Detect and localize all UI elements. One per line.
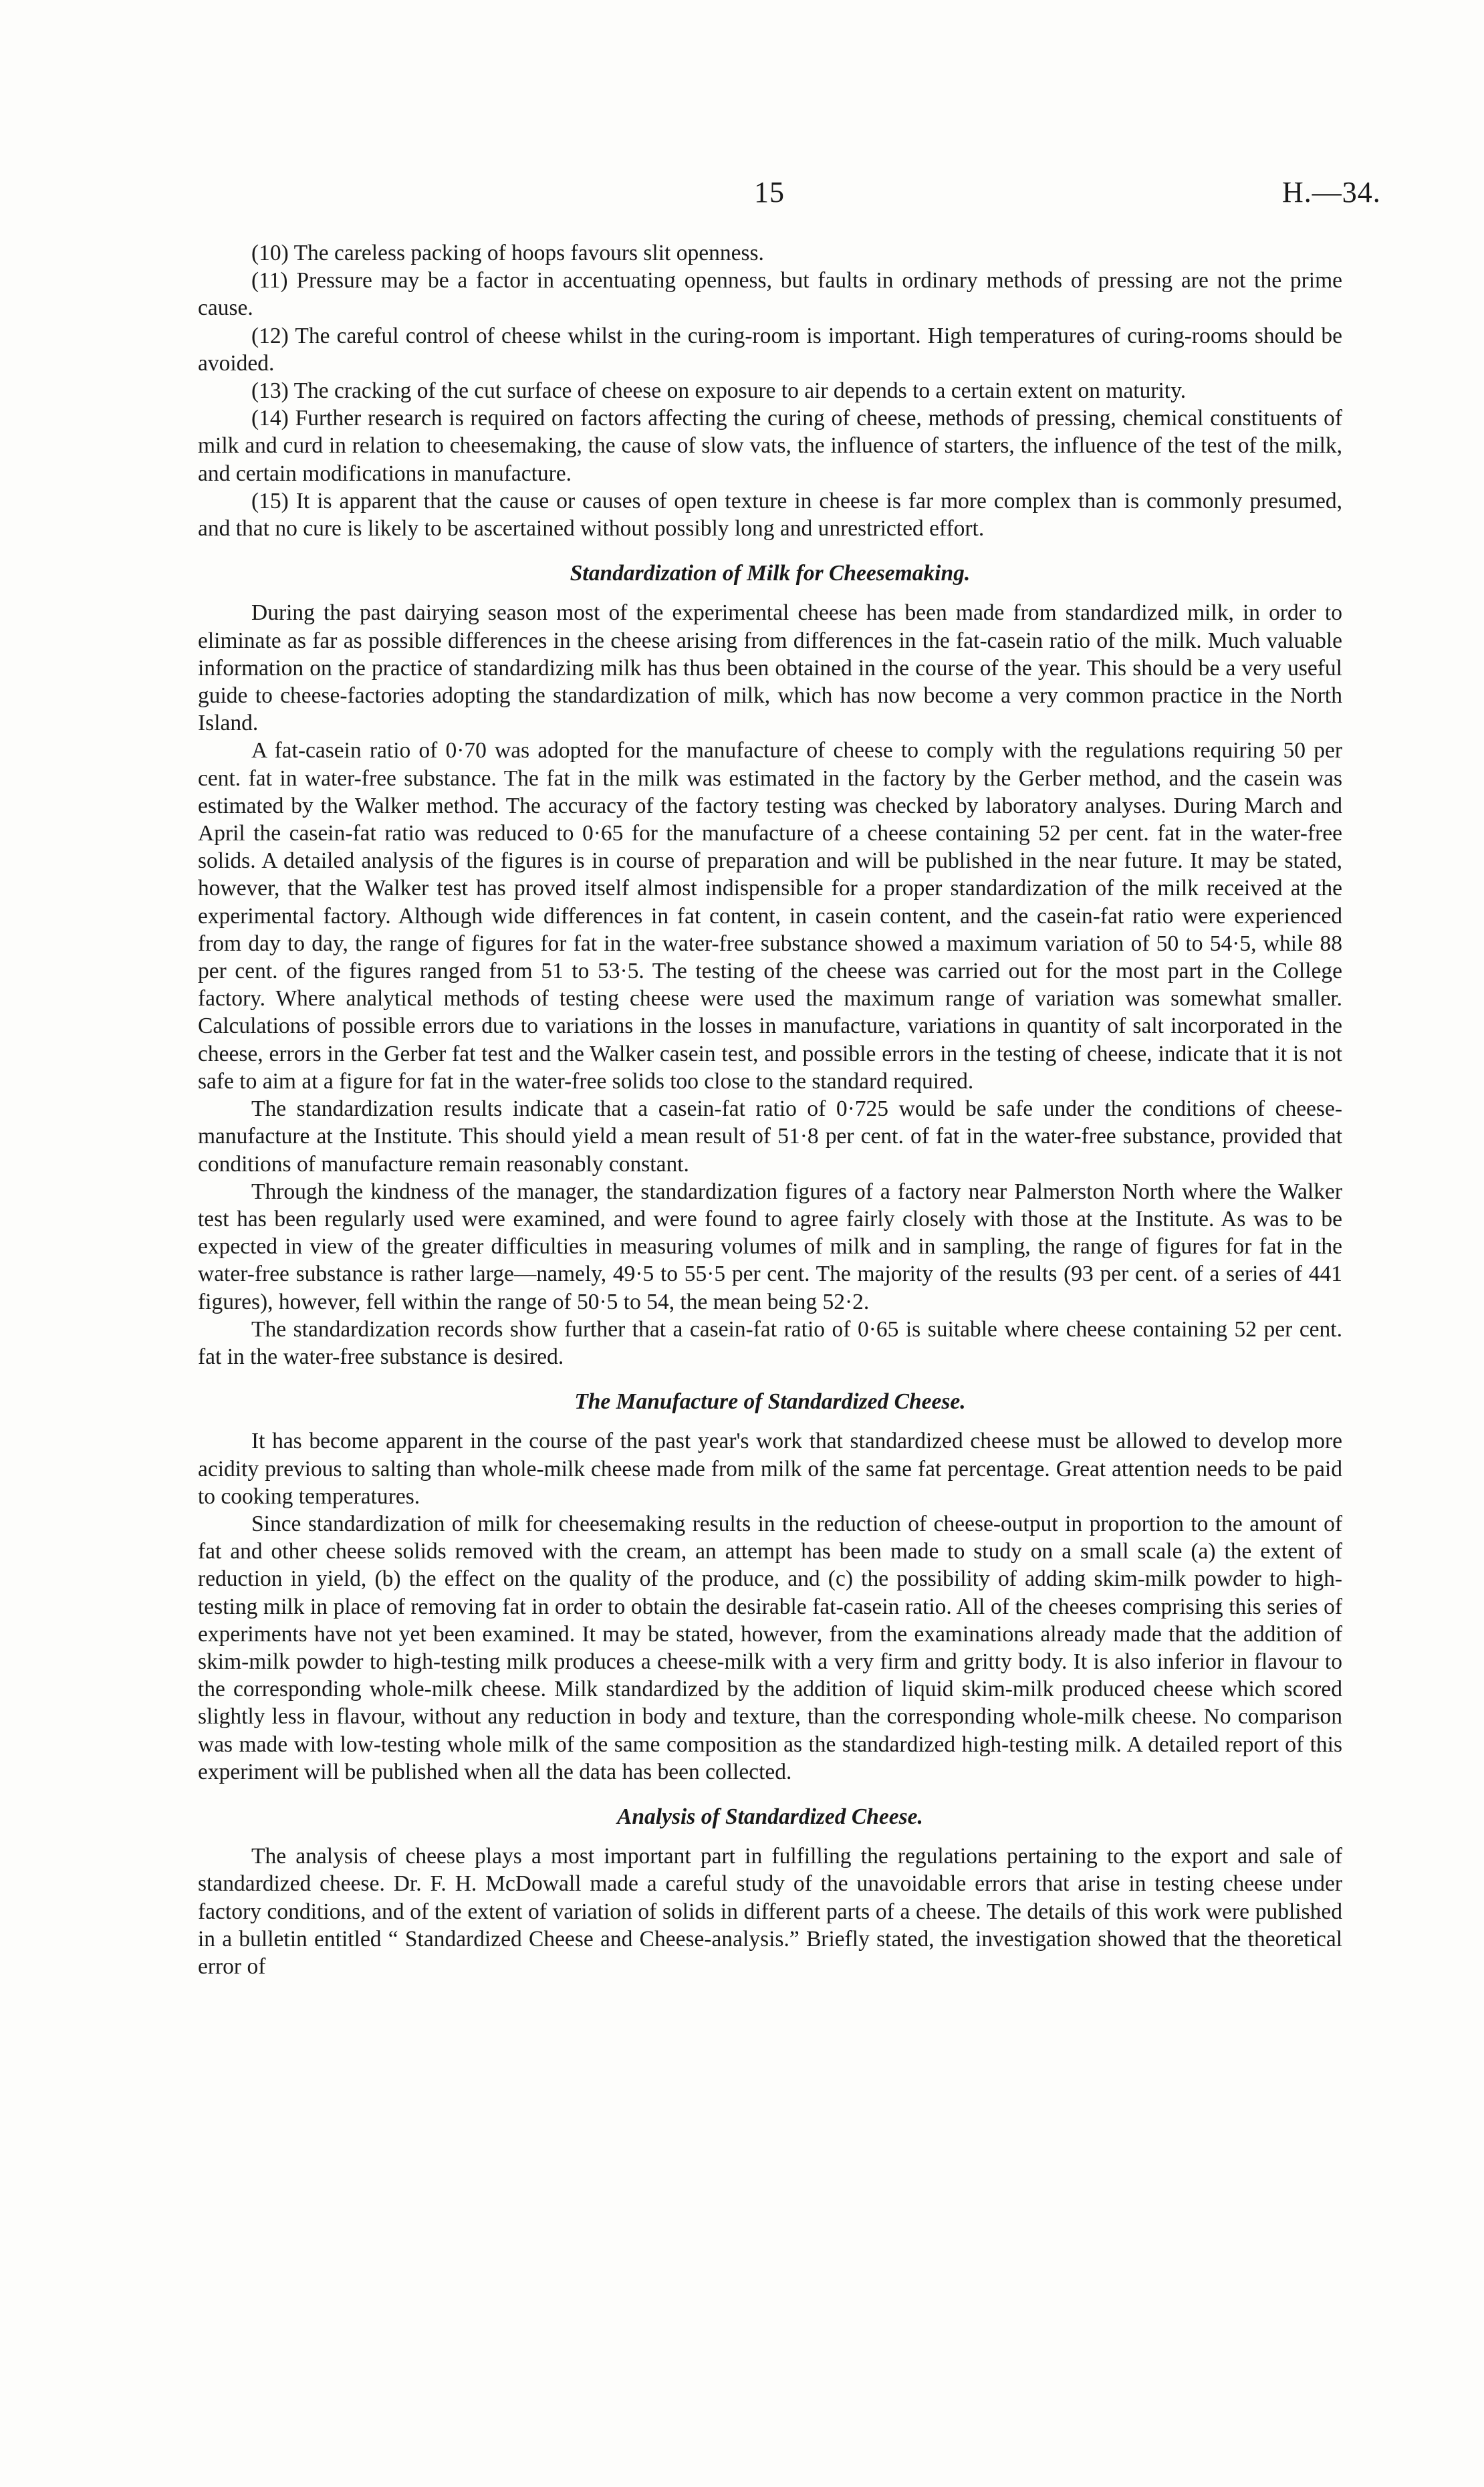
page-header: [0, 175, 1484, 215]
conclusion-item: (10) The careless packing of hoops favours slit openness.: [251, 241, 764, 265]
section-standardization-of-milk: [198, 542, 1342, 1371]
paragraph: The standardization results indicate that a casein-fat ratio of 0·725 would be safe under the conditions of cheese-manufacture at the Institute. This should yield a mean result of 51·8 per cent. of fat in the water-free substance, provided that conditions of manufacture remain reasonably constant.: [198, 1096, 1342, 1177]
paragraph: The standardization records show further that a casein-fat ratio of 0·65 is suitable where cheese containing 52 per cent. fat in the water-free substance is desired.: [198, 1316, 1342, 1369]
section-heading: The Manufacture of Standardized Cheese.: [574, 1389, 966, 1415]
paragraph: During the past dairying season most of the experimental cheese has been made from standardized milk, in order to eliminate as far as possible differences in the cheese arising from differences in the fat-casein ratio of the milk. Much valuable information on the practice of standardizing milk has thus been obtained in the course of the year. This should be a very useful guide to cheese-factories adopting the standardization of milk, which has now become a very common practice in the North Island.: [198, 600, 1342, 736]
paragraph: It has become apparent in the course of the past year's work that standardized cheese must be allowed to develop more acidity previous to salting than whole-milk cheese made from milk of the same fat percentage. Great attention needs to be paid to cooking temperatures.: [198, 1429, 1342, 1509]
document-reference: H.—34.: [1282, 176, 1381, 209]
section-analysis-of-standardized-cheese: [198, 1786, 1342, 1980]
section-heading: Analysis of Standardized Cheese.: [617, 1804, 923, 1829]
conclusion-item: (11) Pressure may be a factor in accentuating openness, but faults in ordinary methods of pressing are not the prime cause.: [198, 268, 1342, 321]
conclusion-item: (15) It is apparent that the cause or causes of open texture in cheese is far more complex than is commonly presumed, and that no cure is likely to be ascertained without possibly long and unrestricted effort.: [198, 488, 1342, 542]
conclusion-item: (12) The careful control of cheese whilst in the curing-room is important. High temperatures of curing-rooms should be avoided.: [198, 323, 1342, 376]
paragraph: The analysis of cheese plays a most important part in fulfilling the regulations pertaining to the export and sale of standardized cheese. Dr. F. H. McDowall made a careful study of the unavoidable errors that arise in testing cheese under factory conditions, and of the extent of variation of solids in different parts of a cheese. The details of this work were published in a bulletin entitled “ Standardized Cheese and Cheese-analysis.” Briefly stated, the investigation showed that the theoretical error of: [198, 1844, 1342, 1979]
conclusion-item: (14) Further research is required on factors affecting the curing of cheese, methods of pressing, chemical constituents of milk and curd in relation to cheesemaking, the cause of slow vats, the influence of starters, the influence of the test of the milk, and certain modifications in manufacture.: [198, 406, 1342, 486]
numbered-conclusions: [198, 239, 1342, 542]
conclusion-item: (13) The cracking of the cut surface of cheese on exposure to air depends to a certain extent on maturity.: [251, 378, 1187, 404]
paragraph: Through the kindness of the manager, the standardization figures of a factory near Palmerston North where the Walker test has been regularly used were examined, and were found to agree fairly closely with those at the Institute. As was to be expected in view of the greater difficulties in measuring volumes of milk and in sampling, the range of figures for fat in the water-free substance is rather large—namely, 49·5 to 55·5 per cent. The majority of the results (93 per cent. of a series of 441 figures), however, fell within the range of 50·5 to 54, the mean being 52·2.: [198, 1179, 1342, 1314]
section-heading: Standardization of Milk for Cheesemaking.: [570, 561, 971, 586]
paragraph: Since standardization of milk for cheesemaking results in the reduction of cheese-output in proportion to the amount of fat and other cheese solids removed with the cream, an attempt has been made to study on a small scale (a) the extent of reduction in yield, (b) the effect on the quality of the produce, and (c) the possibility of adding skim-milk powder to high-testing milk in place of removing fat in order to obtain the desirable fat-casein ratio. All of the cheeses comprising this series of experiments have not yet been examined. It may be stated, however, from the examinations already made that the addition of skim-milk powder to high-testing milk produces a cheese-milk with a very firm and gritty body. It is also inferior in flavour to the corresponding whole-milk cheese. Milk standardized by the addition of liquid skim-milk produced cheese which scored slightly less in flavour, without any reduction in body and texture, than the corresponding whole-milk cheese. No comparison was made with low-testing whole milk of the same composition as the standardized high-testing milk. A detailed report of this experiment will be published when all the data has been collected.: [198, 1511, 1342, 1784]
body-text: [198, 239, 1342, 1980]
section-manufacture-of-standardized-cheese: [198, 1371, 1342, 1786]
paragraph: A fat-casein ratio of 0·70 was adopted for the manufacture of cheese to comply with the regulations requiring 50 per cent. fat in water-free substance. The fat in the milk was estimated in the factory by the Gerber method, and the casein was estimated by the Walker method. The accuracy of the factory testing was checked by laboratory analyses. During March and April the casein-fat ratio was reduced to 0·65 for the manufacture of a cheese containing 52 per cent. fat in the water-free solids. A detailed analysis of the figures is in course of preparation and will be published in the near future. It may be stated, however, that the Walker test has proved itself almost indispensible for a proper standardization of the milk received at the experimental factory. Although wide differences in fat content, in casein content, and the casein-fat ratio were experienced from day to day, the range of figures for fat in the water-free substance showed a maximum variation of 50 to 54·5, while 88 per cent. of the figures ranged from 51 to 53·5. The testing of the cheese was carried out for the most part in the College factory. Where analytical methods of testing cheese were used the maximum range of variation was somewhat smaller. Calculations of possible errors due to variations in the losses in manufacture, variations in quantity of salt incorporated in the cheese, errors in the Gerber fat test and the Walker casein test, and possible errors in the testing of cheese, indicate that it is not safe to aim at a figure for fat in the water-free solids too close to the standard required.: [198, 738, 1342, 1094]
page-number: 15: [754, 176, 785, 209]
